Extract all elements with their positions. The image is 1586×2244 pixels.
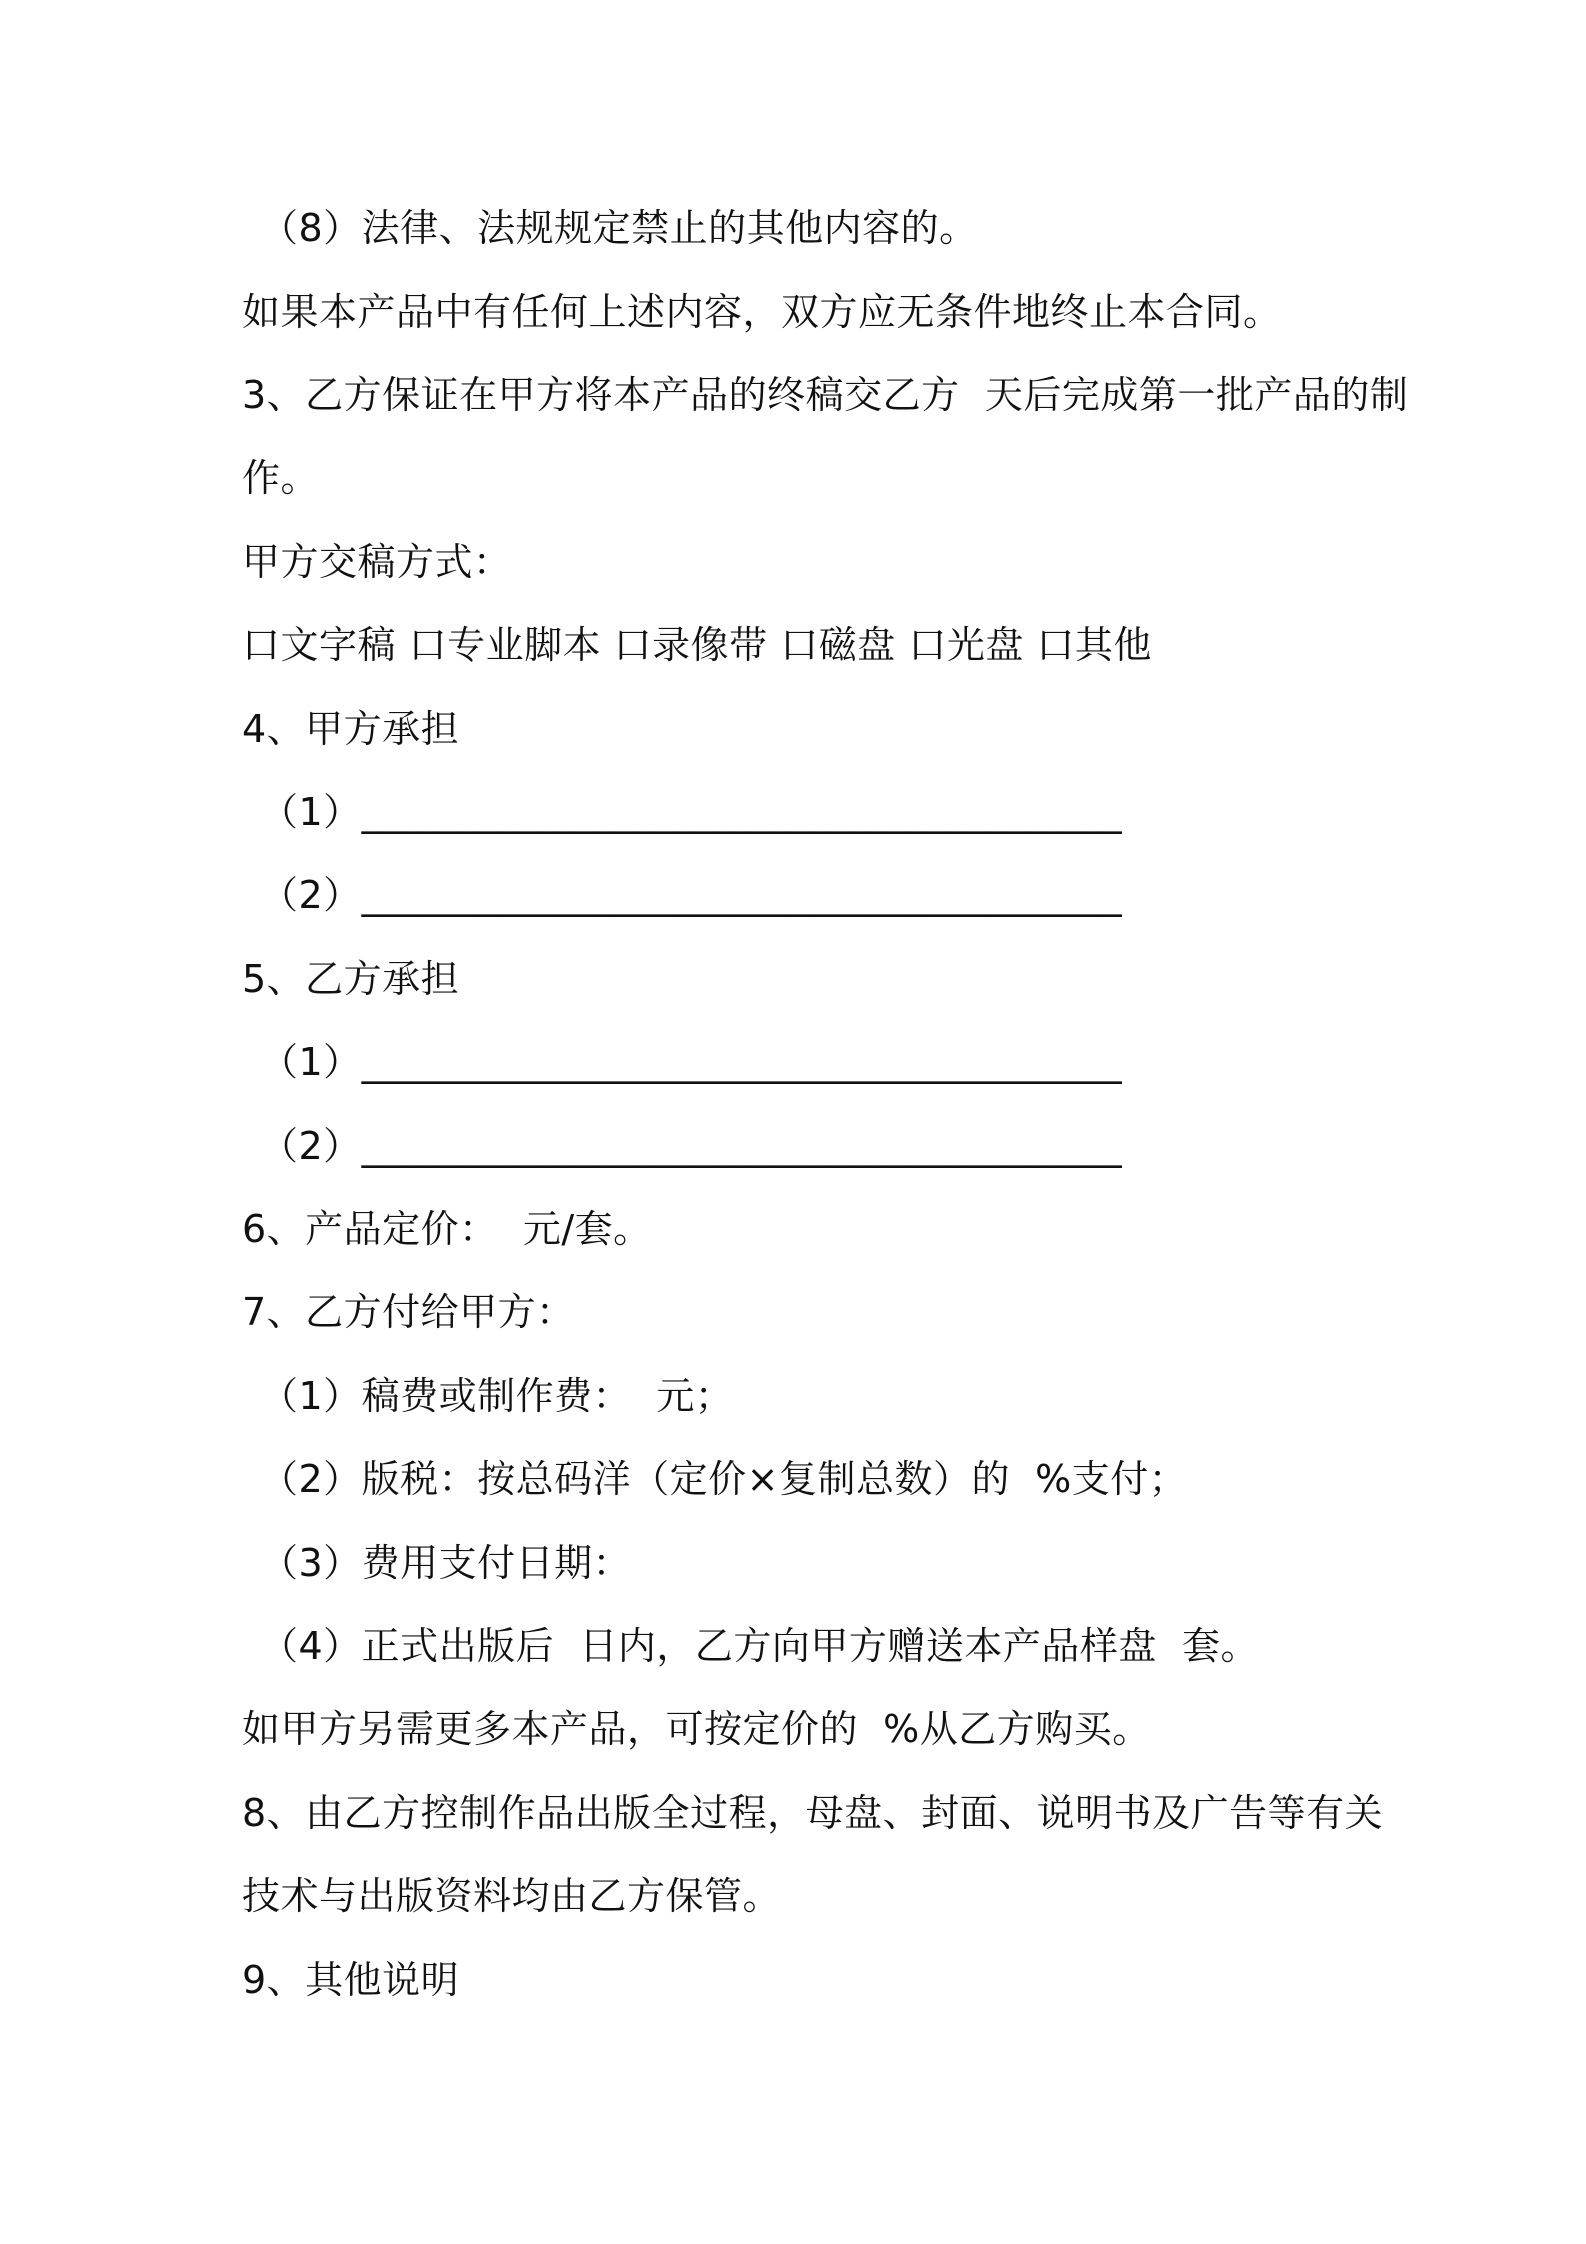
submission-method-heading: 甲方交稿方式：	[242, 540, 512, 584]
additional-purchase-statement: 如甲方另需更多本产品，可按定价的 %从乙方购买。	[242, 1707, 1151, 1751]
clause-7-heading: 7、乙方付给甲方：	[242, 1290, 575, 1334]
clause-4-item-1-blank: （1）_______________________________________	[260, 790, 1123, 834]
clause-7-item-1: （1）稿费或制作费： 元；	[260, 1374, 734, 1418]
submission-method-options: 口文字稿 口专业脚本 口录像带 口磁盘 口光盘 口其他	[242, 623, 1152, 667]
clause-9-heading: 9、其他说明	[242, 1958, 460, 2002]
clause-3-production-line-1: 3、乙方保证在甲方将本产品的终稿交乙方 天后完成第一批产品的制	[242, 373, 1409, 417]
clause-4-item-2-blank: （2）_______________________________________	[260, 873, 1123, 917]
clause-5-item-1-blank: （1）_______________________________________	[260, 1040, 1123, 1084]
clause-3-production-line-2: 作。	[242, 456, 320, 500]
clause-6-price: 6、产品定价： 元/套。	[242, 1207, 652, 1251]
clause-5-item-2-blank: （2）_______________________________________	[260, 1124, 1123, 1168]
clause-8-prohibited-content: （8）法律、法规规定禁止的其他内容的。	[260, 206, 978, 250]
clause-5-heading: 5、乙方承担	[242, 957, 460, 1001]
clause-7-item-4: （4）正式出版后 日内，乙方向甲方赠送本产品样盘 套。	[260, 1624, 1259, 1668]
clause-7-item-3: （3）费用支付日期：	[260, 1541, 632, 1585]
clause-8-line-2: 技术与出版资料均由乙方保管。	[242, 1874, 782, 1918]
clause-4-heading: 4、甲方承担	[242, 707, 460, 751]
termination-statement: 如果本产品中有任何上述内容，双方应无条件地终止本合同。	[242, 290, 1282, 334]
clause-8-line-1: 8、由乙方控制作品出版全过程，母盘、封面、说明书及广告等有关	[242, 1791, 1384, 1835]
clause-7-item-2: （2）版税：按总码洋（定价×复制总数）的 %支付；	[260, 1457, 1188, 1501]
